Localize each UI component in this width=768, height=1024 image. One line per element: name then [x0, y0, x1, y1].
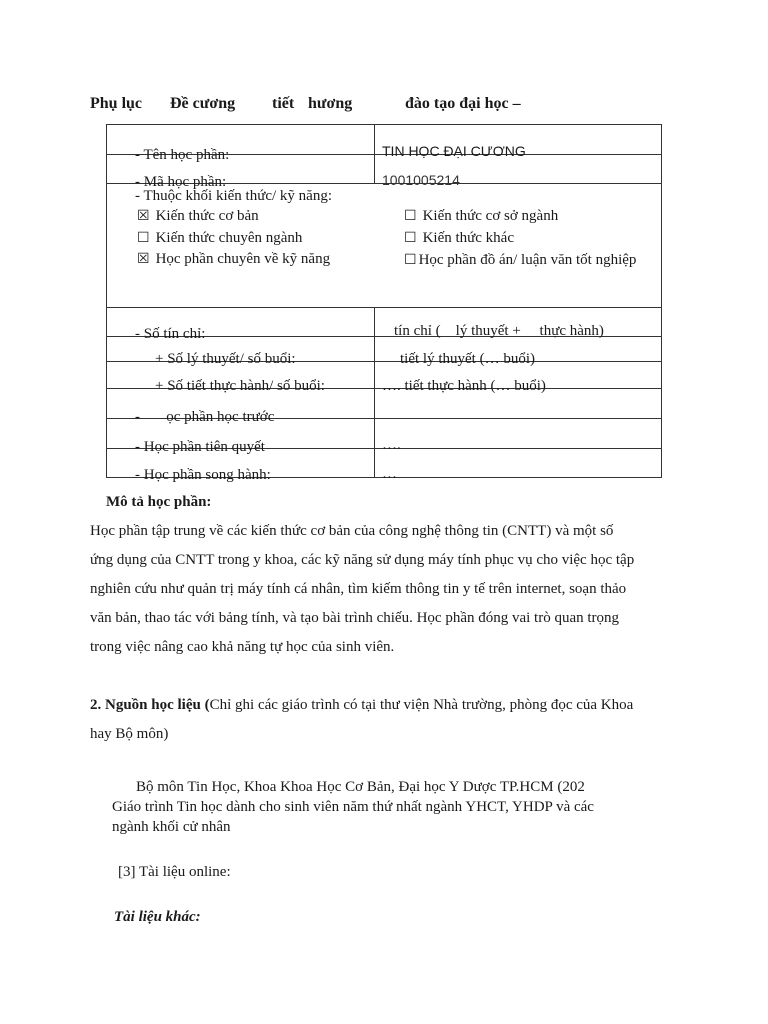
option-label: Học phần chuyên về kỹ năng: [155, 251, 331, 267]
khoi-kien-thuc-label: - Thuộc khối kiến thức/ kỹ năng:: [135, 188, 332, 204]
checkbox-empty-icon: ☐: [137, 230, 150, 246]
table-row: [107, 184, 662, 308]
paragraph-line: ứng dụng của CNTT trong y khoa, các kỹ năng sử dụng máy tính phục vụ cho việc học tập: [90, 552, 635, 568]
mo-ta-heading: Mô tả học phần:: [106, 494, 212, 510]
option-label: Kiến thức cơ bản: [155, 208, 259, 224]
so-ly-thuyet-label: + Số lý thuyết/ số buổi:: [155, 351, 296, 367]
song-hanh-label: - Học phần song hành:: [135, 467, 271, 483]
paragraph-line: Học phần tập trung về các kiến thức cơ bản của công nghệ thông tin (CNTT) và một số: [90, 523, 614, 539]
hoc-truoc-label: - ọc phần học trước: [135, 408, 275, 425]
title-part-3: tiết: [272, 95, 295, 112]
reference-line: Bộ môn Tin Học, Khoa Khoa Học Cơ Bản, Đại học Y Dược TP.HCM (202: [136, 779, 585, 795]
checkbox-checked-icon: ☒: [137, 251, 150, 267]
paragraph-line: văn bản, thao tác với bảng tính, và tạo bài trình chiếu. Học phần đóng vai trò quan trọng: [90, 610, 620, 626]
nguon-hoc-lieu-note-line2: hay Bộ môn): [90, 726, 169, 742]
other-resources-label: Tài liệu khác:: [114, 909, 201, 925]
title-part-4: hương: [308, 95, 353, 112]
so-thuc-hanh-label: + Số tiết thực hành/ số buổi:: [155, 378, 325, 394]
tien-quyet-value: ….: [382, 436, 401, 453]
song-hanh-value: …: [382, 466, 397, 482]
mo-ta-paragraph: [90, 517, 678, 662]
paragraph-line: trong việc nâng cao khả năng tự học của sinh viên.: [90, 639, 395, 655]
so-tin-chi-label: - Số tín chỉ:: [135, 326, 206, 342]
option-label: Kiến thức chuyên ngành: [155, 230, 303, 246]
option-label: Học phần đồ án/ luận văn tốt nghiệp: [418, 252, 637, 268]
checkbox-empty-icon: ☐: [404, 208, 417, 224]
tien-quyet-label: - Học phần tiên quyết: [135, 438, 265, 455]
ten-hoc-phan-label: - Tên học phần:: [135, 146, 230, 163]
option-label: Kiến thức khác: [422, 230, 514, 246]
kien-thuc-khac-option[interactable]: [404, 230, 514, 247]
hoc-phan-ky-nang-option[interactable]: [137, 251, 330, 268]
title-part-5: đào tạo đại học –: [405, 95, 521, 112]
kien-thuc-co-ban-option[interactable]: [137, 208, 259, 225]
table-row: [107, 308, 662, 337]
course-info-table: [106, 124, 662, 483]
checkbox-checked-icon: ☒: [137, 208, 150, 224]
reference-line: Giáo trình Tin học dành cho sinh viên năm thứ nhất ngành YHCT, YHDP và các: [112, 799, 594, 815]
do-an-luan-van-option[interactable]: [404, 252, 636, 269]
title-part-1: Phụ lục: [90, 95, 143, 112]
title-part-2: Đề cương: [170, 95, 236, 112]
nguon-hoc-lieu-title: 2. Nguồn học liệu (: [90, 697, 210, 713]
table-row: [107, 125, 662, 155]
checkbox-empty-icon: ☐: [404, 230, 417, 246]
kien-thuc-co-so-nganh-option[interactable]: [404, 208, 558, 225]
checkbox-empty-icon: ☐: [404, 252, 417, 268]
option-label: Kiến thức cơ sở ngành: [422, 208, 559, 224]
kien-thuc-chuyen-nganh-option[interactable]: [137, 230, 302, 247]
so-tin-chi-value: tín chỉ ( lý thuyết + thực hành): [394, 323, 604, 339]
reference-entry: [112, 777, 594, 837]
ma-hoc-phan-value: 1001005214: [382, 172, 460, 188]
ma-hoc-phan-label: - Mã học phần:: [135, 174, 227, 190]
online-resources-label: [3] Tài liệu online:: [118, 864, 231, 880]
reference-line: ngành khối cử nhân: [112, 819, 231, 835]
nguon-hoc-lieu-heading: [90, 691, 678, 749]
so-ly-thuyet-value: tiết lý thuyết (… buổi): [400, 351, 535, 367]
nguon-hoc-lieu-note: Chỉ ghi các giáo trình có tại thư viện Nhà trường, phòng đọc của Khoa: [209, 697, 634, 713]
ten-hoc-phan-value: TIN HỌC ĐẠI CƯƠNG: [382, 142, 526, 159]
paragraph-line: nghiên cứu như quản trị máy tính cá nhân, tìm kiếm thông tin y tế trên internet, soạn thảo: [90, 581, 627, 597]
so-thuc-hanh-value: …. tiết thực hành (… buổi): [382, 378, 546, 394]
